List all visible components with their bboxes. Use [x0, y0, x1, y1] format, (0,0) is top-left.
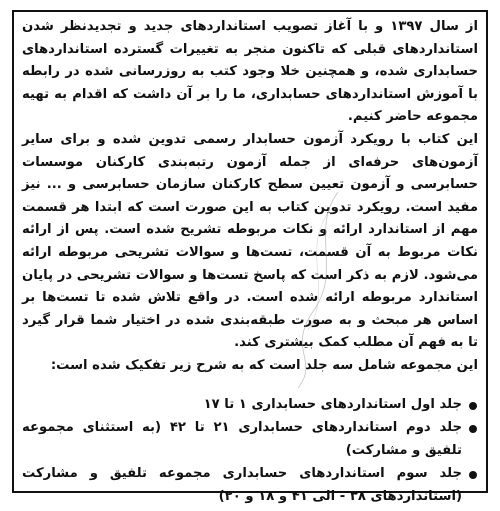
volume-2-text: جلد دوم استانداردهای حسابداری ۲۱ تا ۴۲ (به استثنای مجموعه تلفیق و مشارکت) [22, 420, 462, 458]
list-item [22, 394, 478, 417]
list-item [22, 417, 478, 462]
bullet-icon [469, 471, 477, 479]
bullet-icon [469, 425, 477, 433]
volumes-list [22, 394, 478, 509]
volumes-intro-paragraph: این مجموعه شامل سه جلد است که به شرح زیر تفکیک شده است: [50, 357, 478, 373]
volume-3-text: جلد سوم استانداردهای حسابداری مجموعه تلفیق و مشارکت (استانداردهای ۳۸ - الی ۴۱ و ۱۸ و ۲۰) [22, 466, 462, 504]
volume-1-text: جلد اول استانداردهای حسابداری ۱ تا ۱۷ [203, 396, 462, 412]
approach-paragraph: این کتاب با رویکرد آزمون حسابدار رسمی تدوین شده و برای سایر آزمون‌های حرفه‌ای از جمله آزمون رتبه‌بندی کارکنان موسسات حسابرسی و آزمون تعیین سطح کارکنان سازمان حسابرسی و ... نیز مفید است. رویکرد تدوین کتاب به این صورت است که ابتدا هر قسمت مهم از استاندارد ارائه و نکات مربوطه تشریح شده است. پس از ارائه نکات مربوط به آن قسمت، تست‌ها و سوالات تشریحی مربوطه ارائه می‌شود. لازم به ذکر است که پاسخ تست‌ها و سوالات تشریحی در پایان استاندارد مربوطه ارائه شده است. در واقع تلاش شده تا تست‌ها بر اساس هر مبحث و به صورت طبقه‌بندی شده در اختیار شما قرار گیرد تا به فهم آن مطلب کمک بیشتری کند. [22, 131, 478, 351]
intro-paragraph: از سال ۱۳۹۷ و با آغاز تصویب استانداردهای جدید و تجدیدنظر شدن استانداردهای قبلی که تاکنون منجر به تغییرات گسترده استانداردهای حسابداری شده، و همچنین خلا وجود کتب به روزرسانی شده در رابطه با آموزش استانداردهای حسابداری، ما را بر آن داشت که اقدام به تهیه مجموعه حاضر کنیم. [22, 19, 478, 125]
document-body [22, 16, 478, 509]
bullet-icon [469, 402, 477, 410]
list-item [22, 463, 478, 508]
